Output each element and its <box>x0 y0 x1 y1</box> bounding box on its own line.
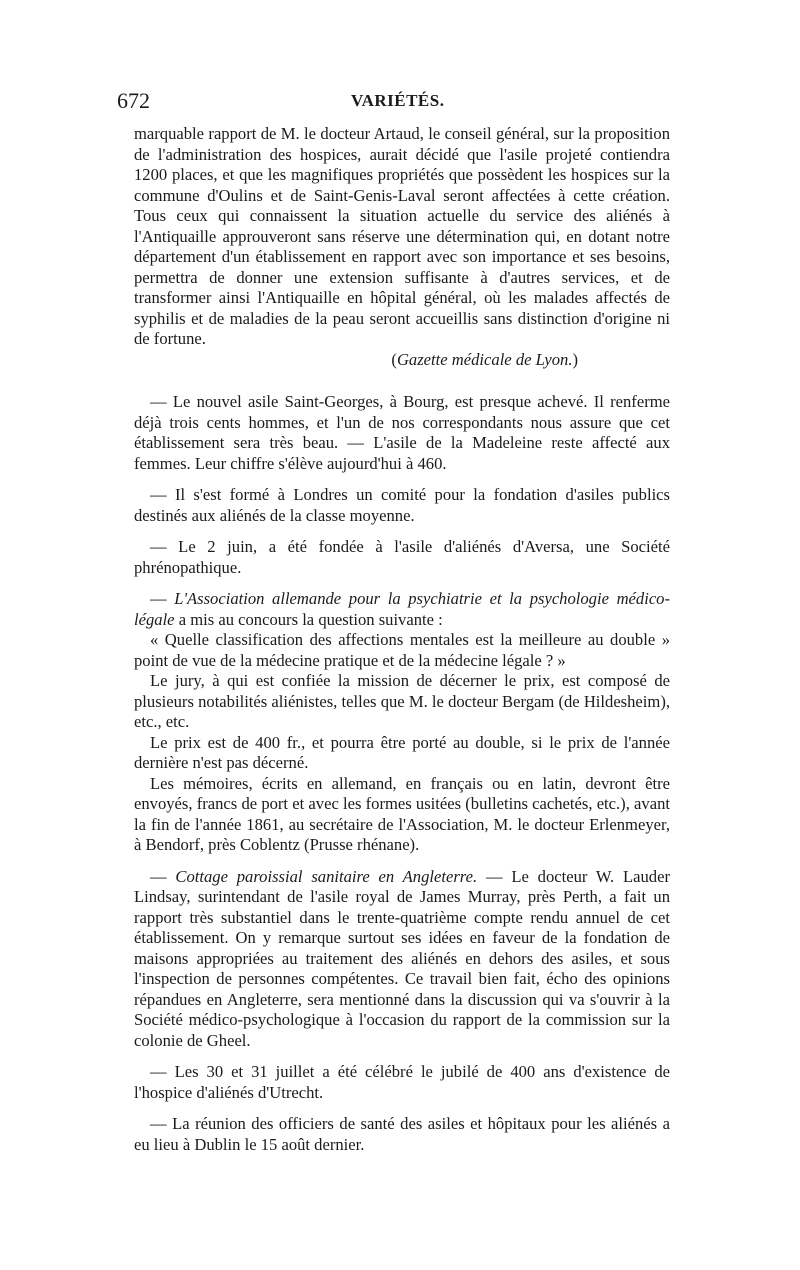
paragraph-dublin-meeting: — La réunion des officiers de santé des asiles et hôpitaux pour les aliénés a eu lieu à Dublin le 15 août dernier. <box>134 1114 670 1154</box>
paragraph-utrecht-jubilee: — Les 30 et 31 juillet a été célébré le jubilé de 400 ans d'existence de l'hospice d'aliénés d'Utrecht. <box>134 1062 670 1102</box>
citation-close: ) <box>572 349 578 369</box>
paragraph-dash: — <box>150 866 176 886</box>
citation-gazette-lyon <box>134 350 670 371</box>
paragraph-bourg-asylum: — Le nouvel asile Saint-Georges, à Bourg, est presque achevé. Il renferme déjà trois cents hommes, et l'un de nos correspondants nous assure que cet établissement sera très beau. — L'asile de la Madeleine reste affecté aux femmes. Leur chiffre s'élève aujourd'hui à 460. <box>134 392 670 473</box>
citation-open: ( <box>391 349 397 369</box>
paragraph-contest-question: « Quelle classification des affections mentales est la meilleure au double » point de vue de la médecine pratique et de la médecine légale ? » <box>134 630 670 670</box>
paragraph-lyon-asylum: marquable rapport de M. le docteur Artaud, le conseil général, sur la proposition de l'administration des hospices, aurait décidé que l'asile projeté contiendra 1200 places, et que les magnifiques propriétés que possèdent les hospices sur la commune d'Oulins et de Saint-Genis-Laval seront affectées à cette création. Tous ceux qui connaissent la situation actuelle du service des aliénés à l'Antiquaille approuveront sans réserve une détermination qui, en dotant notre département d'un établissement en rapport avec son importance et ses besoins, permettra de donner une extension suffisante à d'autres services, et de transformer ainsi l'Antiquaille en hôpital général, où les malades affectés de syphilis et de maladies de la peau seront accueillis sans distinction d'origine ni de fortune. <box>134 124 670 348</box>
paragraph-dash: — <box>150 589 175 608</box>
paragraph-rest: a mis au concours la question suivante : <box>174 609 443 629</box>
paragraph-prize: Le prix est de 400 fr., et pourra être porté au double, si le prix de l'année dernière n'est pas décerné. <box>134 732 670 772</box>
page-number: 672 <box>117 88 150 113</box>
paragraph-london-committee: — Il s'est formé à Londres un comité pour la fondation d'asiles publics destinés aux aliénés de la classe moyenne. <box>134 485 670 525</box>
paragraph-cottage <box>134 867 670 1052</box>
page-header <box>117 88 677 118</box>
paragraph-rest: — Le docteur W. Lauder Lindsay, surintendant de l'asile royal de James Murray, près Perth, a fait un rapport très substantiel dans le trente-quatrième compte rendu annuel de cet établissement. On y remarque surtout ses idées en faveur de la fondation de maisons appropriées au traitement des aliénés en dehors des asiles, et sous l'inspection de personnes compétentes. Ce travail bien fait, écho des opinions répandues en Angleterre, sera mentionné dans la discussion qui va s'ouvrir à la Société médico-psychologique à l'occasion du rapport de la commission sur la colonie de Gheel. <box>134 866 670 1050</box>
paragraph-german-association <box>134 589 670 630</box>
association-name: L'Association allemande pour la psychiatrie et la psychologie médico-légale <box>134 589 671 629</box>
paragraph-submissions: Les mémoires, écrits en allemand, en français ou en latin, devront être envoyés, francs de port et avec les formes usitées (bulletins cachetés, etc.), avant la fin de l'année 1861, au secrétaire de l'Association, M. le docteur Erlenmeyer, à Bendorf, près Coblentz (Prusse rhénane). <box>134 773 670 854</box>
cottage-title: Cottage paroissial sanitaire en Angleterre. <box>175 866 478 886</box>
citation-title: Gazette médicale de Lyon. <box>396 349 573 369</box>
paragraph-jury: Le jury, à qui est confiée la mission de décerner le prix, est composé de plusieurs notabilités aliénistes, telles que M. le docteur Bergam (de Hildesheim), etc., etc. <box>134 671 670 731</box>
page-body <box>134 124 670 1155</box>
running-title: VARIÉTÉS. <box>351 91 445 110</box>
paragraph-aversa-society: — Le 2 juin, a été fondée à l'asile d'aliénés d'Aversa, une Société phrénopathique. <box>134 537 670 577</box>
